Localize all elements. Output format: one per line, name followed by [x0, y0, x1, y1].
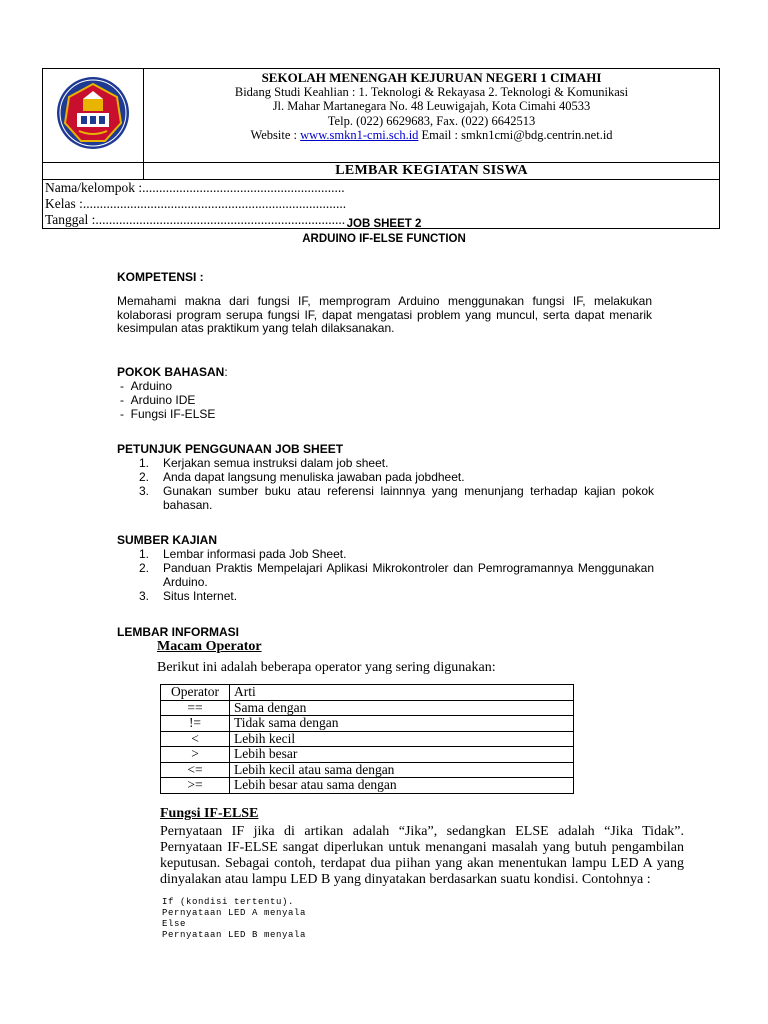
phone-line: Telp. (022) 6629683, Fax. (022) 6642513 — [327, 113, 536, 128]
item-text: Gunakan sumber buku atau referensi lainnnya yang menunjang terhadap kajian pokok bahasan. — [163, 484, 654, 512]
item-number: 1. — [139, 456, 150, 470]
ifelse-line: keputusan. Sebagai contoh, terdapat dua piihan yang akan menentukan lampu LED A yang — [160, 856, 684, 871]
school-logo — [43, 69, 143, 157]
pokok-heading-text: POKOK BAHASAN — [117, 365, 225, 379]
operator-cell: <= — [161, 762, 230, 778]
job-sheet-number: JOB SHEET 2 — [346, 218, 422, 230]
arti-cell: Sama dengan — [230, 700, 574, 716]
arti-cell: Lebih kecil — [230, 731, 574, 747]
petunjuk-heading: PETUNJUK PENGGUNAAN JOB SHEET — [117, 442, 344, 456]
table-header-row — [161, 685, 574, 701]
operator-table — [160, 684, 574, 794]
kompetensi-text: Memahami makna dari fungsi IF, memprogram Arduino menggunakan fungsi IF, melakukan kolaborasi program serupa fungsi IF, dapat mengatasi problem yang muncul, serta dapat menarik kesimpulan atas praktikum yang telah dilaksanakan. — [117, 294, 652, 335]
sumber-heading: SUMBER KAJIAN — [117, 533, 218, 547]
code-line: Pernyataan LED A menyala — [162, 908, 307, 918]
operator-cell: != — [161, 716, 230, 732]
table-row — [161, 700, 574, 716]
email-text: Email : smkn1cmi@bdg.centrin.net.id — [418, 127, 613, 142]
item-number: 3. — [139, 589, 150, 603]
ifelse-line: dinyalakan atau lampu LED B yang dinyatakan berdasarkan suatu kondisi. Contohnya : — [160, 872, 651, 887]
table-row — [161, 778, 574, 794]
item-text: Situs Internet. — [163, 589, 238, 603]
school-name: SEKOLAH MENENGAH KEJURUAN NEGERI 1 CIMAHI — [261, 70, 602, 85]
item-text: Kerjakan semua instruksi dalam job sheet. — [163, 456, 389, 470]
job-sheet-title: ARDUINO IF-ELSE FUNCTION — [302, 233, 466, 245]
operator-cell: >= — [161, 778, 230, 794]
pokok-item: - Arduino — [120, 379, 173, 393]
website-link[interactable]: www.smkn1-cmi.sch.id — [300, 127, 419, 142]
pokok-item-text: Arduino IDE — [130, 393, 196, 407]
code-line: If (kondisi tertentu). — [162, 897, 295, 907]
arti-cell: Lebih kecil atau sama dengan — [230, 762, 574, 778]
school-info — [144, 69, 720, 163]
ifelse-title: Fungsi IF-ELSE — [160, 806, 259, 821]
operator-title: Macam Operator — [157, 639, 262, 654]
address-line: Jl. Mahar Martanegara No. 48 Leuwigajah, Kota Cimahi 40533 — [272, 99, 591, 114]
name-field[interactable]: Nama/kelompok :............................................................ — [45, 180, 345, 195]
table-row — [161, 731, 574, 747]
sheet-title: LEMBAR KEGIATAN SISWA — [144, 163, 720, 180]
pokok-item: - Fungsi IF-ELSE — [120, 407, 216, 421]
pokok-item-text: Arduino — [130, 379, 173, 393]
header-operator: Operator — [161, 685, 230, 701]
item-number: 3. — [139, 484, 150, 498]
item-number: 2. — [139, 470, 150, 484]
header-box — [42, 68, 720, 229]
informasi-heading: LEMBAR INFORMASI — [117, 625, 239, 639]
table-row — [161, 762, 574, 778]
ifelse-line: Pernyataan IF-ELSE sangat diperlukan untuk menangani masalah yang butuh pengambilan — [160, 840, 684, 855]
item-text: Anda dapat langsung menuliska jawaban pada jobdheet. — [163, 470, 465, 484]
operator-cell: < — [161, 731, 230, 747]
pokok-item-text: Fungsi IF-ELSE — [130, 407, 216, 421]
item-number: 1. — [139, 547, 150, 561]
item-number: 2. — [139, 561, 150, 575]
contact-line — [144, 128, 719, 142]
item-text: Panduan Praktis Mempelajari Aplikasi Mikrokontroler dan Pemrogramannya Menggunakan Arduino. — [163, 561, 654, 589]
pokok-item: - Arduino IDE — [120, 393, 196, 407]
header-arti: Arti — [230, 685, 574, 701]
arti-cell: Tidak sama dengan — [230, 716, 574, 732]
arti-cell: Lebih besar — [230, 747, 574, 763]
pokok-heading — [117, 365, 228, 379]
expertise-line: Bidang Studi Keahlian : 1. Teknologi & Rekayasa 2. Teknologi & Komunikasi — [234, 85, 629, 100]
table-row — [161, 716, 574, 732]
website-label: Website : — [250, 127, 301, 142]
arti-cell: Lebih besar atau sama dengan — [230, 778, 574, 794]
pokok-colon: : — [224, 365, 228, 379]
kompetensi-heading: KOMPETENSI : — [117, 270, 204, 284]
code-line: Pernyataan LED B menyala — [162, 930, 307, 940]
operator-cell: == — [161, 700, 230, 716]
class-field[interactable]: Kelas :.............................................................................. — [45, 196, 347, 211]
item-text: Lembar informasi pada Job Sheet. — [163, 547, 347, 561]
date-field[interactable]: Tanggal :.......................................................................... — [45, 212, 346, 227]
operator-cell: > — [161, 747, 230, 763]
code-line: Else — [162, 919, 187, 929]
operator-intro: Berikut ini adalah beberapa operator yang sering digunakan: — [157, 660, 496, 675]
lks-spacer — [43, 163, 144, 180]
table-row — [161, 747, 574, 763]
logo-cell — [43, 69, 144, 163]
ifelse-line: Pernyataan IF jika di artikan adalah “Jika”, sedangkan ELSE adalah “Jika Tidak”. — [160, 824, 684, 839]
